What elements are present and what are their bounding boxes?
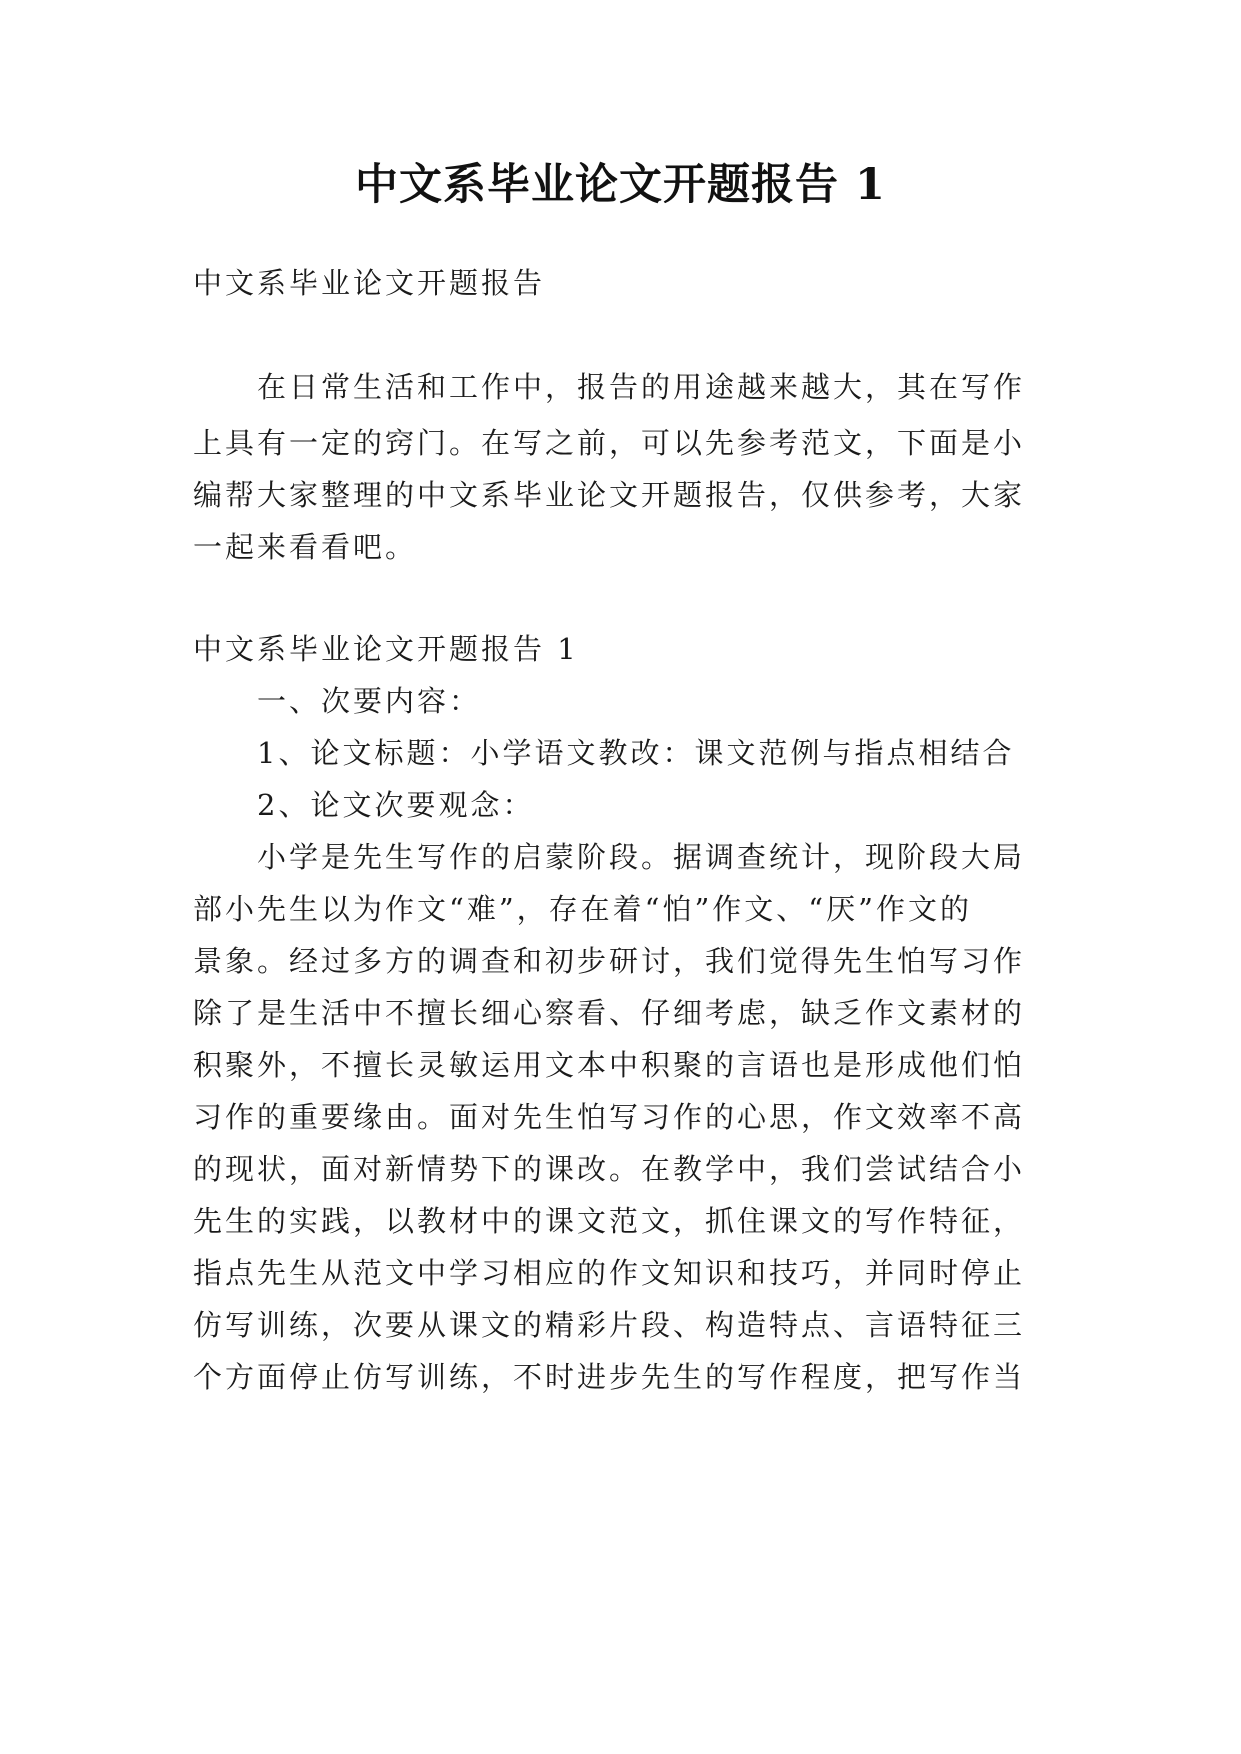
outline-item-1: 1、论文标题：小学语文教改：课文范例与指点相结合 [257,736,1015,770]
document-subtitle: 中文系毕业论文开题报告 [193,266,546,300]
body-line-6: 习作的重要缘由。面对先生怕写习作的心思，作文效率不高 [193,1100,1026,1134]
outline-heading: 一、次要内容： [257,684,482,718]
section-heading: 中文系毕业论文开题报告 1 [193,632,579,666]
body-line-2: 部小先生以为作文“难”，存在着“怕”作文、“厌”作文的 [193,892,972,926]
body-line-10: 仿写训练，次要从课文的精彩片段、构造特点、言语特征三 [193,1308,1026,1342]
document-title: 中文系毕业论文开题报告 1 [355,160,886,210]
body-line-3: 景象。经过多方的调查和初步研讨，我们觉得先生怕写习作 [193,944,1026,978]
intro-line-2: 上具有一定的窍门。在写之前，可以先参考范文，下面是小 [193,426,1026,460]
outline-item-2: 2、论文次要观念： [257,788,535,822]
body-line-7: 的现状，面对新情势下的课改。在教学中，我们尝试结合小 [193,1152,1026,1186]
body-line-1: 小学是先生写作的启蒙阶段。据调查统计，现阶段大局 [257,840,1026,874]
body-line-8: 先生的实践，以教材中的课文范文，抓住课文的写作特征， [193,1204,1026,1238]
body-line-4: 除了是生活中不擅长细心察看、仔细考虑，缺乏作文素材的 [193,996,1026,1030]
intro-line-4: 一起来看看吧。 [193,530,418,564]
intro-line-3: 编帮大家整理的中文系毕业论文开题报告，仅供参考，大家 [193,478,1026,512]
body-line-5: 积聚外，不擅长灵敏运用文本中积聚的言语也是形成他们怕 [193,1048,1026,1082]
body-line-9: 指点先生从范文中学习相应的作文知识和技巧，并同时停止 [193,1256,1026,1290]
body-line-11: 个方面停止仿写训练，不时进步先生的写作程度，把写作当 [193,1360,1026,1394]
intro-line-1: 在日常生活和工作中，报告的用途越来越大，其在写作 [257,370,1026,404]
